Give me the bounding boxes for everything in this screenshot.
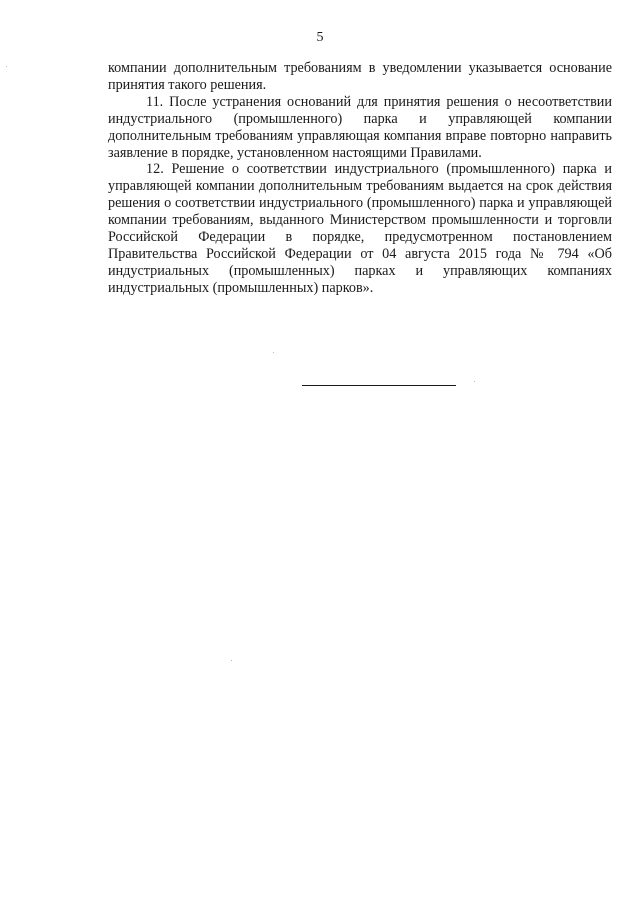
- page-number: 5: [316, 30, 324, 45]
- scan-speck: [273, 352, 274, 353]
- scan-speck: [231, 660, 232, 661]
- scan-speck: [6, 66, 7, 67]
- paragraph-continuation: компании дополнительным требованиям в уведомлении указывается основание принятия такого решения.: [108, 60, 612, 93]
- end-of-document-rule: [302, 385, 456, 386]
- paragraph-11: 11. После устранения оснований для принятия решения о несоответствии индустриального (промышленного) парка и управляющей компании дополнительным требованиям управляющая компания вправе повторно направить заявление в порядке, установленном настоящими Правилами.: [108, 93, 612, 161]
- scan-speck: [474, 381, 475, 382]
- paragraph-12: 12. Решение о соответствии индустриального (промышленного) парка и управляющей компании дополнительным требованиям выдается на срок действия решения о соответствии индустриального (промышленного) парка и управляющей компании требованиям, выданного Министерством промышленности и торговли Российской Федерации в порядке, предусмотренном постановлением Правительства Российской Федерации от 04 августа 2015 года № 794 «Об индустриальных (промышленных) парках и управляющих компаниях индустриальных (промышленных) парков».: [108, 161, 612, 296]
- document-body: [108, 60, 612, 297]
